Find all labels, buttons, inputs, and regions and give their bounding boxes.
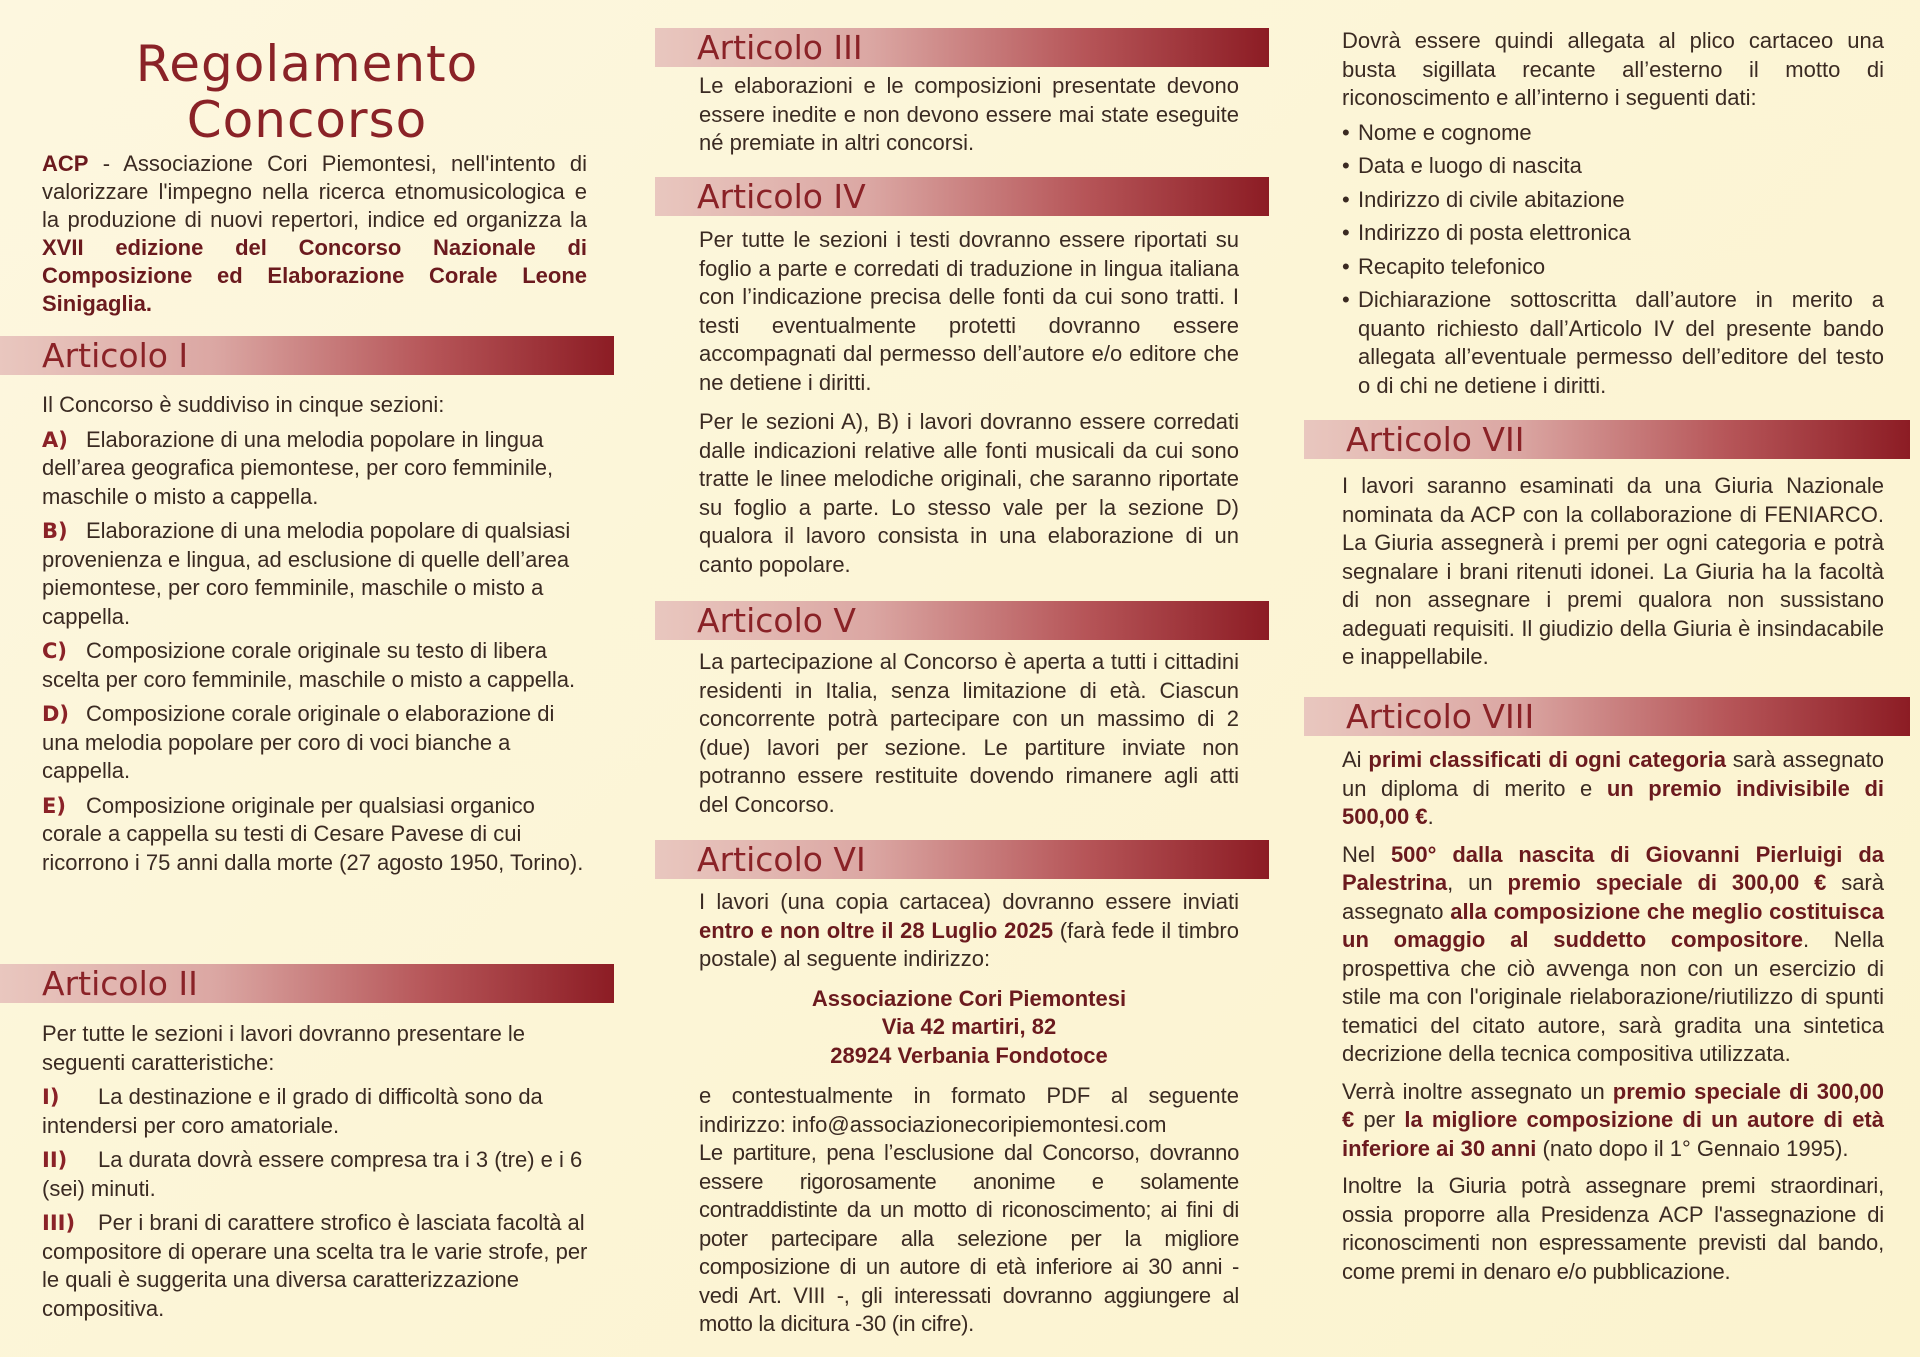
art8-p2f: alla composizione che meglio costituisca un omaggio al suddetto compositore [1342, 898, 1884, 952]
section-e [42, 792, 592, 878]
articolo-6-band [655, 840, 1269, 879]
list-item: • Dichiarazione sottoscritta dall’autore in merito a quanto richiesto dall’Articolo IV del presente bando allegata all’eventuale permesso dell’editore del testo o di chi ne detiene i diritti. [1342, 286, 1884, 400]
art6-p1c: (farà fede il timbro postale) al seguente indirizzo: [699, 917, 1239, 971]
articolo-4-heading: Articolo IV [697, 177, 866, 216]
section-e-mark: E) [42, 793, 66, 818]
section-c [42, 637, 592, 694]
intro-paragraph [42, 150, 587, 318]
req-1 [42, 1083, 597, 1140]
articolo-8-heading: Articolo VIII [1346, 697, 1535, 736]
art8-p3c: per [1354, 1107, 1405, 1132]
art8-p1a: Ai [1342, 747, 1369, 772]
address-block [699, 985, 1239, 1071]
art8-p1b: primi classificati di ogni categoria [1368, 747, 1726, 772]
articolo-6-p1 [699, 888, 1239, 974]
articolo-7-band [1304, 420, 1910, 459]
art6-p1a: I lavori (una copia cartacea) dovranno essere inviati [699, 889, 1239, 914]
articolo-6-p2: e contestualmente in formato PDF al seguente indirizzo: info@associazionecoripiemontesi.com [699, 1083, 1239, 1137]
art8-p2g: . Nella prospettiva che ciò avvenga non con un esercizio di stile ma con l'originale rielaborazione/riutilizzo di spunti tematici del citato autore, sarà gradita una sintetica decrizione della tecnica compositiva utilizzata. [1342, 927, 1884, 1066]
section-b-mark: B) [42, 519, 68, 543]
articolo-8-p3 [1342, 1078, 1884, 1164]
page-title [0, 36, 614, 148]
list-item: • Data e luogo di nascita [1342, 152, 1884, 181]
articolo-4-band [655, 177, 1269, 216]
articolo-8-body [1342, 746, 1884, 1286]
section-a-mark: A) [42, 427, 68, 452]
articolo-6-p3: Le partiture, pena l’esclusione dal Concorso, dovranno essere rigorosamente anonime e solamente contraddistinte da un motto di riconoscimento; ai fini di poter partecipare alla selezione per la migliore composizione di un autore di età inferiore ai 30 anni - vedi Art. VIII -, gli interessati dovranno aggiungere al motto la dicitura -30 (in cifre). [699, 1140, 1239, 1336]
section-a-text: Elaborazione di una melodia popolare in lingua dell’area geografica piemontese, per coro femminile, maschile o misto a cappella. [42, 426, 554, 509]
articolo-1-body [42, 391, 592, 877]
articolo-5-band [655, 601, 1269, 640]
art8-p1c: sarà assegnato un diploma di merito e [1342, 747, 1884, 801]
req-3-text: Per i brani di carattere strofico è lasciata facoltà al compositore di operare una scelta tra le varie strofe, per le quali è suggerita una diversa caratterizzazione compositiva. [42, 1210, 588, 1321]
art8-p3a: Verrà inoltre assegnato un [1342, 1078, 1613, 1104]
section-a [42, 426, 592, 512]
title-line-1: Regolamento [135, 35, 479, 93]
articolo-6-heading: Articolo VI [697, 840, 866, 879]
col3-intro-text: Dovrà essere quindi allegata al plico cartaceo una busta sigillata recante all’esterno il motto di riconoscimento e all’interno i seguenti dati: [1342, 28, 1884, 110]
bullet-text: Indirizzo di civile abitazione [1358, 186, 1625, 212]
address-line-3: 28924 Verbania Fondotoce [830, 1042, 1108, 1068]
articolo-7-heading: Articolo VII [1346, 420, 1525, 459]
art8-p1d: un premio indivisibile di 500,00 € [1342, 775, 1884, 829]
req-3 [42, 1209, 597, 1323]
req-2-text: La durata dovrà essere compresa tra i 3 (tre) e i 6 (sei) minuti. [42, 1147, 583, 1201]
art8-p1e: . [1427, 804, 1434, 829]
req-1-text: La destinazione e il grado di difficoltà sono da intendersi per coro amatoriale. [42, 1084, 543, 1138]
articolo-2-body [42, 1020, 597, 1323]
req-2-mark: II) [42, 1148, 68, 1172]
section-d-text: Composizione corale originale o elaborazione di una melodia popolare per coro di voci bianche a cappella. [42, 701, 555, 783]
articolo-1-band [0, 336, 614, 375]
articolo-2-lead: Per tutte le sezioni i lavori dovranno presentare le seguenti caratteristiche: [42, 1021, 526, 1075]
art8-p2b: 500° dalla nascita di Giovanni Pierluigi da Palestrina [1342, 841, 1885, 895]
articolo-3-band [655, 28, 1269, 67]
art6-deadline: entro e non oltre il 28 Luglio 2025 [699, 917, 1054, 943]
req-2 [42, 1146, 597, 1203]
req-1-mark: I) [42, 1085, 60, 1109]
list-item: • Indirizzo di civile abitazione [1342, 186, 1884, 215]
articolo-1-heading: Articolo I [42, 336, 189, 375]
articolo-7-text: I lavori saranno esaminati da una Giuria Nazionale nominata da ACP con la collaborazione di FENIARCO. La Giuria assegnerà i premi per ogni categoria e potrà segnalare i brani ritenuti idonei. La Giuria ha la facoltà di non assegnare i premi qualora non sussistano adeguati requisiti. Il giudizio della Giuria è insindacabile e inappellabile. [1342, 473, 1884, 669]
articolo-6-body [699, 888, 1239, 1339]
art8-p3e: (nato dopo il 1° Gennaio 1995). [1536, 1135, 1849, 1161]
title-line-2: Concorso [186, 91, 428, 149]
articolo-4-body [699, 226, 1239, 579]
articolo-8-p4: Inoltre la Giuria potrà assegnare premi straordinari, ossia proporre alla Presidenza ACP l'assegnazione di riconoscimenti non espressamente previsti dal bando, come premi in denaro e/o pubblicazione. [1342, 1173, 1884, 1284]
intro-text: - Associazione Cori Piemontesi, nell'intento di valorizzare l'impegno nella ricerca etnomusicologica e la produzione di nuovi repertori, indice ed organizza la [42, 151, 587, 232]
articolo-2-heading: Articolo II [42, 964, 198, 1003]
art8-p3d: la migliore composizione di un autore di età inferiore ai 30 anni [1342, 1107, 1884, 1161]
address-line-1: Associazione Cori Piemontesi [811, 985, 1127, 1011]
articolo-5-text: La partecipazione al Concorso è aperta a tutti i cittadini residenti in Italia, senza limitazione di età. Ciascun concorrente potrà partecipare con un massimo di 2 (due) lavori per sezione. Le partiture inviate non potranno essere restituite dovendo rimanere agli atti del Concorso. [699, 649, 1239, 817]
req-3-mark: III) [42, 1211, 76, 1235]
bullet-text: Recapito telefonico [1358, 253, 1546, 279]
col3-top [1342, 27, 1884, 400]
section-e-text: Composizione originale per qualsiasi organico corale a cappella su testi di Cesare Pavese di cui ricorrono i 75 anni dalla morte (27 agosto 1950, Torino). [42, 792, 584, 875]
section-d [42, 700, 592, 786]
section-c-mark: C) [42, 639, 68, 663]
intro-bold: XVII edizione del Concorso Nazionale di Composizione ed Elaborazione Corale Leone Sinigaglia. [42, 235, 587, 316]
articolo-4-p2: Per le sezioni A), B) i lavori dovranno essere corredati dalle indicazioni relative alle fonti musicali da cui sono tratte le linee melodiche originali, che saranno riportate su foglio a parte. Lo stesso vale per la sezione D) qualora il lavoro consista in una elaborazione di un canto popolare. [699, 409, 1239, 577]
bullet-text: Indirizzo di posta elettronica [1358, 220, 1631, 245]
list-item: • Nome e cognome [1342, 119, 1884, 148]
list-item: • Recapito telefonico [1342, 253, 1884, 282]
section-b [42, 517, 592, 631]
bullet-text: Data e luogo di nascita [1358, 153, 1582, 178]
art8-p3b: premio speciale di 300,00 € [1342, 1078, 1884, 1132]
articolo-8-band [1304, 697, 1910, 736]
section-c-text: Composizione corale originale su testo di libera scelta per coro femminile, maschile o misto a cappella. [42, 638, 576, 692]
art8-p2d: premio speciale di 300,00 € [1507, 870, 1827, 895]
bullet-text: Nome e cognome [1358, 119, 1532, 145]
section-b-text: Elaborazione di una melodia popolare di qualsiasi provenienza e lingua, ad esclusione di quelle dell’area piemontese, per coro femminile, maschile o misto a cappella. [42, 518, 571, 629]
articolo-3-heading: Articolo III [697, 28, 863, 67]
bullet-text: Dichiarazione sottoscritta dall’autore in merito a quanto richiesto dall’Articolo IV del presente bando allegata all’eventuale permesso dell’editore del testo o di chi ne detiene i diritti. [1358, 287, 1884, 398]
art8-p2c: , un [1447, 870, 1508, 895]
art8-p2a: Nel [1342, 841, 1391, 867]
list-item: • Indirizzo di posta elettronica [1342, 219, 1884, 248]
address-line-2: Via 42 martiri, 82 [881, 1014, 1057, 1039]
articolo-2-band [0, 964, 614, 1003]
articolo-3-text: Le elaborazioni e le composizioni presentate devono essere inedite e non devono essere mai state eseguite né premiate in altri concorsi. [699, 73, 1239, 155]
articolo-8-p2 [1342, 841, 1884, 1069]
art8-p2e: sarà assegnato [1342, 870, 1884, 924]
articolo-1-lead: Il Concorso è suddiviso in cinque sezioni: [42, 392, 445, 417]
articolo-4-p1: Per tutte le sezioni i testi dovranno essere riportati su foglio a parte e corredati di traduzione in lingua italiana con l’indicazione precisa delle fonti da cui sono tratti. I testi eventualmente protetti dovranno essere accompagnati dal permesso dell’autore e/o editore che ne detiene i diritti. [699, 227, 1239, 395]
intro-acp: ACP [42, 151, 89, 176]
articolo-5-heading: Articolo V [697, 601, 857, 640]
section-d-mark: D) [42, 702, 70, 726]
articolo-8-p1 [1342, 746, 1884, 832]
